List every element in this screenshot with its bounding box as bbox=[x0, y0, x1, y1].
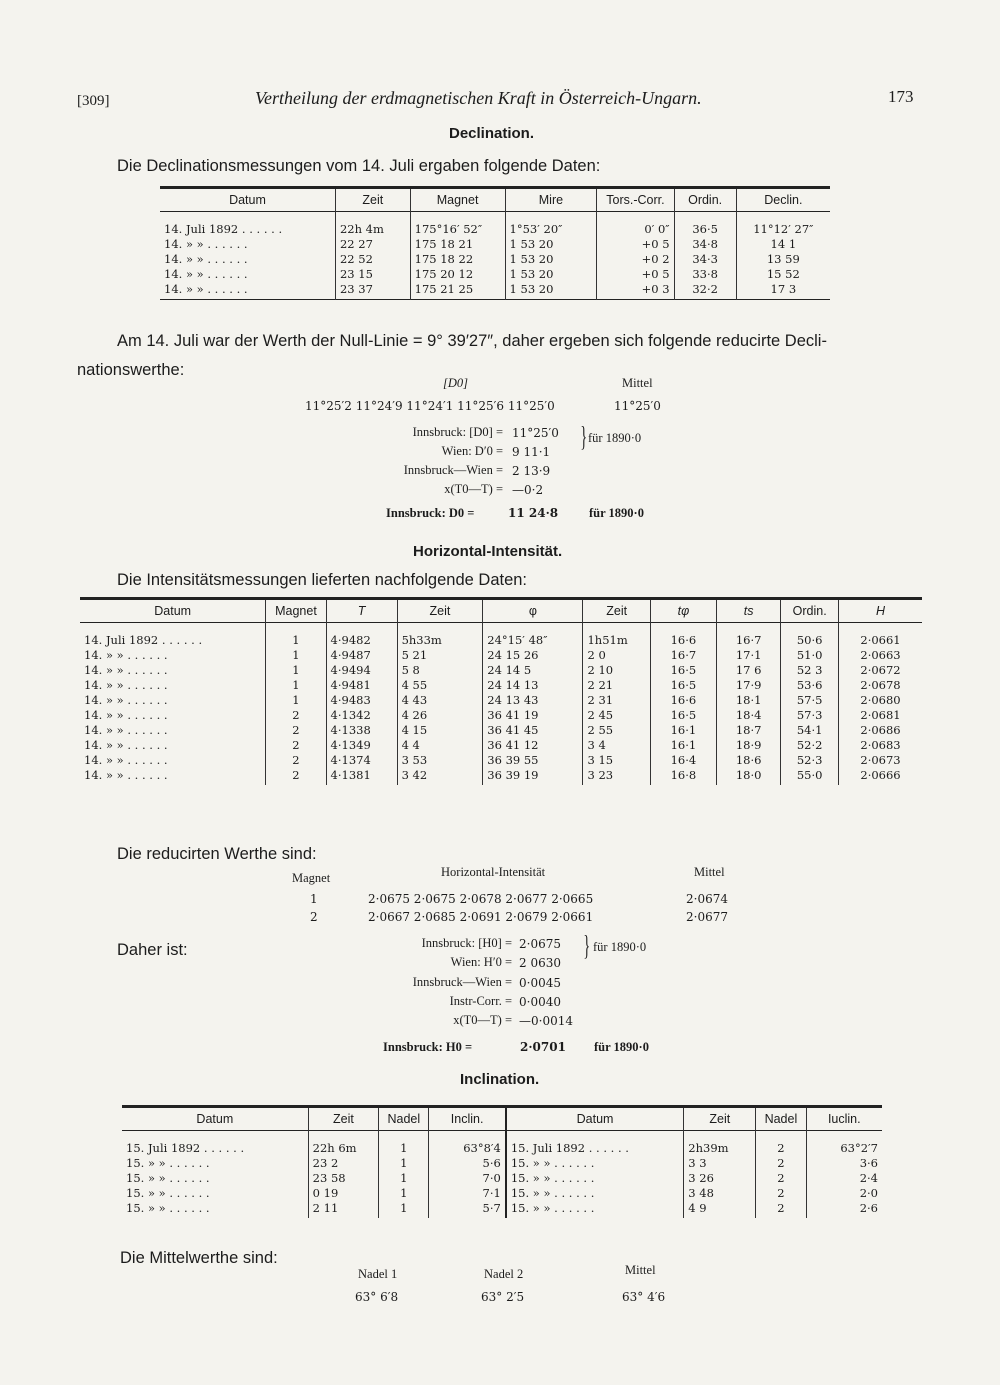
table-cell: 36 39 55 bbox=[483, 753, 583, 768]
table-cell: 2·0666 bbox=[860, 768, 901, 782]
table-cell: 7·1 bbox=[429, 1186, 506, 1201]
table-cell: 16·7 bbox=[717, 623, 781, 649]
declination-table bbox=[160, 186, 830, 300]
table-cell: 2 bbox=[756, 1131, 806, 1157]
table-cell: 4·1381 bbox=[326, 768, 397, 785]
table-cell: 2 bbox=[266, 723, 326, 738]
column-header: Magnet bbox=[266, 599, 326, 623]
mittel-label: Nadel 1 bbox=[358, 1267, 398, 1281]
column-header: Tors.-Corr. bbox=[597, 188, 674, 212]
table-cell: 2 bbox=[756, 1171, 806, 1186]
table-cell: 36 41 12 bbox=[483, 738, 583, 753]
mittel-intro: Die Mittelwerthe sind: bbox=[120, 1249, 278, 1267]
table-cell: 4·1342 bbox=[326, 708, 397, 723]
table-cell: 16·5 bbox=[650, 708, 716, 723]
table-cell: +0 5 bbox=[597, 237, 674, 252]
table-cell: 51·0 bbox=[781, 648, 839, 663]
calc-label: Instr-Corr. = bbox=[449, 994, 512, 1008]
table-cell: 5·7 bbox=[429, 1201, 506, 1218]
table-cell: 36·5 bbox=[674, 212, 736, 238]
table-row bbox=[80, 708, 922, 723]
table-cell: 57·3 bbox=[781, 708, 839, 723]
table-cell: 15. Juli 1892 . . . . . . bbox=[506, 1131, 684, 1157]
table-row bbox=[160, 212, 830, 238]
table-cell: 24 15 26 bbox=[483, 648, 583, 663]
table-cell: 2 55 bbox=[583, 723, 650, 738]
table-row bbox=[80, 723, 922, 738]
table-cell: 15. » » . . . . . . bbox=[506, 1201, 684, 1218]
table-cell: 36 41 19 bbox=[483, 708, 583, 723]
table-cell: 33·8 bbox=[674, 267, 736, 282]
table-cell: 14. » » . . . . . . bbox=[80, 708, 266, 723]
table-cell: 16·8 bbox=[650, 768, 716, 785]
calc-label: x(T0—T) = bbox=[453, 1013, 512, 1027]
table-cell: 3 53 bbox=[397, 753, 483, 768]
calc-label: Wien: D′0 = bbox=[441, 444, 503, 458]
table-cell: 36 41 45 bbox=[483, 723, 583, 738]
inclination-table bbox=[122, 1105, 882, 1218]
calc-value: 2 0630 bbox=[519, 956, 561, 970]
table-cell: 16·5 bbox=[650, 678, 716, 693]
column-header: Zeit bbox=[335, 188, 410, 212]
table-cell: 1 53 20 bbox=[505, 252, 597, 267]
d0-label: [D0] bbox=[443, 376, 469, 390]
table-cell: 23 37 bbox=[335, 282, 410, 300]
table-cell: 15. » » . . . . . . bbox=[506, 1156, 684, 1171]
table-cell: 15. » » . . . . . . bbox=[122, 1201, 308, 1218]
table-cell: 57·5 bbox=[781, 693, 839, 708]
table-cell: 11°12′ 27″ bbox=[753, 222, 814, 236]
column-header: Datum bbox=[506, 1107, 684, 1131]
calc-value: 0·0040 bbox=[519, 995, 561, 1009]
table-cell: 15. » » . . . . . . bbox=[506, 1171, 684, 1186]
table-row bbox=[80, 623, 922, 649]
table-cell: 17·1 bbox=[717, 648, 781, 663]
table-cell: 5 21 bbox=[397, 648, 483, 663]
table-cell: 2 bbox=[266, 738, 326, 753]
table-cell: 4·9482 bbox=[326, 623, 397, 649]
hor-brace: } bbox=[583, 931, 591, 962]
calc-value: —0·0014 bbox=[519, 1014, 573, 1028]
table-cell: 14. » » . . . . . . bbox=[80, 738, 266, 753]
table-cell: 175 18 22 bbox=[410, 252, 505, 267]
decl-result-value: 11 24·8 bbox=[508, 506, 559, 520]
calc-label: Wien: H′0 = bbox=[450, 955, 512, 969]
table-cell: 3 15 bbox=[583, 753, 650, 768]
table-cell: 2 bbox=[266, 768, 326, 785]
hor-result-value: 2·0701 bbox=[520, 1040, 566, 1054]
d0-mittel: 11°25′0 bbox=[614, 399, 661, 413]
table-cell: 3 42 bbox=[397, 768, 483, 785]
table-cell: 16·5 bbox=[650, 663, 716, 678]
table-row bbox=[122, 1131, 882, 1157]
column-header: Ordin. bbox=[674, 188, 736, 212]
table-cell: 2 0 bbox=[583, 648, 650, 663]
table-cell: 1 bbox=[379, 1156, 429, 1171]
table-cell: 4 55 bbox=[397, 678, 483, 693]
column-header: tφ bbox=[650, 599, 716, 623]
table-row bbox=[122, 1156, 882, 1171]
reduced-row-values: 2·0675 2·0675 2·0678 2·0677 2·0665 bbox=[368, 892, 594, 906]
table-cell: 4·9487 bbox=[326, 648, 397, 663]
calc-value: 11°25′0 bbox=[512, 426, 559, 440]
table-row bbox=[80, 768, 922, 785]
column-header: φ bbox=[483, 599, 583, 623]
table-cell: 18·4 bbox=[717, 708, 781, 723]
table-cell: 15. Juli 1892 . . . . . . bbox=[122, 1131, 308, 1157]
column-header: Magnet bbox=[410, 188, 505, 212]
table-cell: 1 bbox=[266, 663, 326, 678]
table-cell: 14. Juli 1892 . . . . . . bbox=[80, 623, 266, 649]
table-cell: 1 bbox=[379, 1171, 429, 1186]
table-cell: 2·0680 bbox=[860, 693, 901, 707]
daher-ist: Daher ist: bbox=[117, 941, 188, 959]
table-cell: 18·0 bbox=[717, 768, 781, 785]
decl-brace: } bbox=[580, 422, 588, 453]
calc-value: 9 11·1 bbox=[512, 445, 551, 459]
mittel-value: 63° 2′5 bbox=[481, 1290, 525, 1304]
table-cell: 3 23 bbox=[583, 768, 650, 785]
calc-label: Innsbruck: [H0] = bbox=[421, 936, 512, 950]
table-cell: +0 2 bbox=[597, 252, 674, 267]
decl-fuer-year: für 1890·0 bbox=[588, 431, 642, 445]
mittel-label: Mittel bbox=[625, 1263, 656, 1277]
mittel-label: Nadel 2 bbox=[484, 1267, 524, 1281]
table-cell: 14 1 bbox=[770, 237, 797, 251]
table-cell: 2·0663 bbox=[860, 648, 901, 662]
table-cell: 1 53 20 bbox=[505, 267, 597, 282]
mittel-value: 63° 6′8 bbox=[355, 1290, 399, 1304]
mittel-value: 63° 4′6 bbox=[622, 1290, 666, 1304]
decl-result-label: Innsbruck: D0 = bbox=[386, 506, 475, 520]
table-cell: 4 9 bbox=[684, 1201, 756, 1218]
table-cell: 63°2′7 bbox=[840, 1141, 878, 1155]
table-cell: +0 3 bbox=[597, 282, 674, 300]
null-line-text-2: nationswerthe: bbox=[77, 361, 185, 379]
table-cell: 1°53′ 20″ bbox=[505, 212, 597, 238]
table-cell: 52·2 bbox=[781, 738, 839, 753]
table-cell: 24°15′ 48″ bbox=[483, 623, 583, 649]
table-cell: 4·9481 bbox=[326, 678, 397, 693]
d0-mittel-label: Mittel bbox=[622, 376, 653, 390]
table-cell: 1 bbox=[379, 1201, 429, 1218]
table-cell: 14. » » . . . . . . bbox=[80, 663, 266, 678]
table-cell: 2·0683 bbox=[860, 738, 901, 752]
column-header: Declin. bbox=[764, 193, 803, 207]
table-cell: 2 11 bbox=[308, 1201, 379, 1218]
table-cell: 4 26 bbox=[397, 708, 483, 723]
table-cell: 4 43 bbox=[397, 693, 483, 708]
table-row bbox=[80, 678, 922, 693]
table-cell: 2·0672 bbox=[860, 663, 901, 677]
table-cell: 36 39 19 bbox=[483, 768, 583, 785]
table-cell: 17 6 bbox=[717, 663, 781, 678]
inclination-title: Inclination. bbox=[460, 1071, 540, 1088]
table-cell: 1 53 20 bbox=[505, 282, 597, 300]
table-cell: 14. » » . . . . . . bbox=[80, 678, 266, 693]
table-cell: 14. » » . . . . . . bbox=[80, 723, 266, 738]
table-cell: 1 bbox=[379, 1186, 429, 1201]
table-cell: 63°8′4 bbox=[429, 1131, 506, 1157]
table-cell: 4·1349 bbox=[326, 738, 397, 753]
table-cell: 1 bbox=[266, 693, 326, 708]
table-cell: 18·6 bbox=[717, 753, 781, 768]
table-row bbox=[80, 663, 922, 678]
table-cell: 175 20 12 bbox=[410, 267, 505, 282]
table-cell: 22h 6m bbox=[308, 1131, 379, 1157]
table-cell: 2·6 bbox=[859, 1201, 878, 1215]
table-cell: 5·6 bbox=[429, 1156, 506, 1171]
calc-label: Innsbruck: [D0] = bbox=[412, 425, 503, 439]
calc-value: 0·0045 bbox=[519, 976, 561, 990]
table-cell: 2 21 bbox=[583, 678, 650, 693]
table-cell: 52 3 bbox=[781, 663, 839, 678]
table-cell: 2 bbox=[756, 1156, 806, 1171]
table-cell: 2 bbox=[266, 753, 326, 768]
table-cell: 2 bbox=[266, 708, 326, 723]
table-row bbox=[122, 1171, 882, 1186]
table-cell: 23 58 bbox=[308, 1171, 379, 1186]
table-cell: 14. » » . . . . . . bbox=[160, 267, 335, 282]
reduced-magnet-label: Magnet bbox=[292, 871, 331, 885]
table-cell: 32·2 bbox=[674, 282, 736, 300]
table-cell: 52·3 bbox=[781, 753, 839, 768]
column-header: T bbox=[326, 599, 397, 623]
table-cell: 18·1 bbox=[717, 693, 781, 708]
column-header: H bbox=[875, 604, 886, 618]
table-cell: 17 3 bbox=[770, 282, 797, 296]
table-cell: 175°16′ 52″ bbox=[410, 212, 505, 238]
table-cell: 14. » » . . . . . . bbox=[80, 753, 266, 768]
calc-label: Innsbruck—Wien = bbox=[403, 463, 503, 477]
column-header: ts bbox=[717, 599, 781, 623]
column-header: Zeit bbox=[684, 1107, 756, 1131]
table-cell: 2 10 bbox=[583, 663, 650, 678]
hor-result-label: Innsbruck: H0 = bbox=[383, 1040, 473, 1054]
table-cell: 14. » » . . . . . . bbox=[160, 282, 335, 300]
column-header: Datum bbox=[122, 1107, 308, 1131]
table-cell: 2·0673 bbox=[860, 753, 901, 767]
table-row bbox=[160, 237, 830, 252]
table-cell: 2 bbox=[756, 1201, 806, 1218]
table-cell: 3·6 bbox=[859, 1156, 878, 1170]
column-header: Iuclin. bbox=[827, 1112, 861, 1126]
table-cell: 15. » » . . . . . . bbox=[122, 1171, 308, 1186]
column-header: Zeit bbox=[308, 1107, 379, 1131]
table-cell: 2·0661 bbox=[860, 633, 901, 647]
table-cell: 2·0678 bbox=[860, 678, 901, 692]
page-ref: [309] bbox=[77, 93, 110, 109]
table-cell: 175 18 21 bbox=[410, 237, 505, 252]
table-cell: 2·0 bbox=[859, 1186, 878, 1200]
table-cell: 2 bbox=[756, 1186, 806, 1201]
table-row bbox=[122, 1186, 882, 1201]
table-cell: 16·6 bbox=[650, 623, 716, 649]
column-header: Zeit bbox=[583, 599, 650, 623]
table-cell: 2 45 bbox=[583, 708, 650, 723]
table-cell: 34·3 bbox=[674, 252, 736, 267]
table-cell: 2·0686 bbox=[860, 723, 901, 737]
table-cell: 4·9483 bbox=[326, 693, 397, 708]
null-line-text-1: Am 14. Juli war der Werth der Null-Linie = 9° 39′27″, daher ergeben sich folgende reducirte Decli- bbox=[117, 332, 827, 350]
table-cell: 1 bbox=[266, 623, 326, 649]
reduced-hi-label: Horizontal-Intensität bbox=[441, 865, 546, 879]
table-cell: 0′ 0″ bbox=[597, 212, 674, 238]
table-cell: 54·1 bbox=[781, 723, 839, 738]
horizontal-table bbox=[80, 597, 922, 785]
table-cell: 3 26 bbox=[684, 1171, 756, 1186]
table-cell: 5h33m bbox=[397, 623, 483, 649]
table-cell: 53·6 bbox=[781, 678, 839, 693]
hor-result-year: für 1890·0 bbox=[594, 1040, 649, 1054]
reduced-magnet: 2 bbox=[310, 910, 318, 924]
table-cell: 175 21 25 bbox=[410, 282, 505, 300]
table-row bbox=[160, 267, 830, 282]
reduced-row-values: 2·0667 2·0685 2·0691 2·0679 2·0661 bbox=[368, 910, 594, 924]
table-cell: 16·4 bbox=[650, 753, 716, 768]
table-cell: 22 27 bbox=[335, 237, 410, 252]
table-cell: 4·9494 bbox=[326, 663, 397, 678]
table-cell: 14. » » . . . . . . bbox=[160, 252, 335, 267]
running-title: Vertheilung der erdmagnetischen Kraft in Österreich-Ungarn. bbox=[255, 88, 702, 108]
reduced-mittel: 2·0677 bbox=[686, 910, 728, 924]
column-header: Mire bbox=[505, 188, 597, 212]
table-cell: 15 52 bbox=[766, 267, 800, 281]
table-cell: 24 14 5 bbox=[483, 663, 583, 678]
table-cell: 16·7 bbox=[650, 648, 716, 663]
table-cell: 22 52 bbox=[335, 252, 410, 267]
table-cell: 1 bbox=[266, 648, 326, 663]
table-cell: 13 59 bbox=[766, 252, 800, 266]
table-cell: 17·9 bbox=[717, 678, 781, 693]
table-cell: 4 4 bbox=[397, 738, 483, 753]
horizontal-title: Horizontal-Intensität. bbox=[413, 543, 563, 560]
calc-label: Innsbruck—Wien = bbox=[412, 975, 512, 989]
table-cell: 22h 4m bbox=[335, 212, 410, 238]
column-header: Zeit bbox=[397, 599, 483, 623]
table-row bbox=[122, 1201, 882, 1218]
calc-value: 2·0675 bbox=[519, 937, 561, 951]
table-cell: 5 8 bbox=[397, 663, 483, 678]
hor-fuer-year: für 1890·0 bbox=[593, 940, 647, 954]
table-cell: 1 bbox=[266, 678, 326, 693]
d0-values: 11°25′2 11°24′9 11°24′1 11°25′6 11°25′0 bbox=[305, 399, 555, 413]
table-cell: 50·6 bbox=[781, 623, 839, 649]
table-cell: 7·0 bbox=[429, 1171, 506, 1186]
table-cell: 3 4 bbox=[583, 738, 650, 753]
table-cell: 55·0 bbox=[781, 768, 839, 785]
table-cell: 23 15 bbox=[335, 267, 410, 282]
table-cell: 0 19 bbox=[308, 1186, 379, 1201]
table-cell: 24 13 43 bbox=[483, 693, 583, 708]
reduced-mittel-label: Mittel bbox=[694, 865, 725, 879]
column-header: Inclin. bbox=[429, 1107, 506, 1131]
declination-title: Declination. bbox=[449, 125, 535, 142]
calc-value: —0·2 bbox=[512, 483, 544, 497]
table-row bbox=[80, 753, 922, 768]
calc-label: x(T0—T) = bbox=[444, 482, 503, 496]
table-cell: 14. Juli 1892 . . . . . . bbox=[160, 212, 335, 238]
table-cell: 14. » » . . . . . . bbox=[80, 693, 266, 708]
table-cell: 3 48 bbox=[684, 1186, 756, 1201]
reduced-mittel: 2·0674 bbox=[686, 892, 728, 906]
page-number: 173 bbox=[888, 87, 914, 106]
calc-value: 2 13·9 bbox=[512, 464, 551, 478]
table-cell: +0 5 bbox=[597, 267, 674, 282]
table-cell: 24 14 13 bbox=[483, 678, 583, 693]
table-row bbox=[160, 282, 830, 300]
reduced-magnet: 1 bbox=[310, 892, 318, 906]
table-cell: 15. » » . . . . . . bbox=[122, 1186, 308, 1201]
table-row bbox=[80, 738, 922, 753]
table-row bbox=[80, 648, 922, 663]
table-cell: 14. » » . . . . . . bbox=[80, 768, 266, 785]
column-header: Nadel bbox=[379, 1107, 429, 1131]
table-cell: 1 bbox=[379, 1131, 429, 1157]
table-cell: 14. » » . . . . . . bbox=[160, 237, 335, 252]
table-row bbox=[160, 252, 830, 267]
table-row bbox=[80, 693, 922, 708]
column-header: Ordin. bbox=[781, 599, 839, 623]
table-cell: 23 2 bbox=[308, 1156, 379, 1171]
table-cell: 15. » » . . . . . . bbox=[122, 1156, 308, 1171]
table-cell: 1h51m bbox=[583, 623, 650, 649]
table-cell: 4 15 bbox=[397, 723, 483, 738]
column-header: Nadel bbox=[756, 1107, 806, 1131]
reduced-intro: Die reducirten Werthe sind: bbox=[117, 845, 317, 863]
table-cell: 1 53 20 bbox=[505, 237, 597, 252]
table-cell: 2·0681 bbox=[860, 708, 901, 722]
table-cell: 15. » » . . . . . . bbox=[506, 1186, 684, 1201]
table-cell: 2h39m bbox=[684, 1131, 756, 1157]
table-cell: 2·4 bbox=[859, 1171, 878, 1185]
decl-result-year: für 1890·0 bbox=[589, 506, 644, 520]
table-cell: 18·9 bbox=[717, 738, 781, 753]
column-header: Datum bbox=[160, 188, 335, 212]
table-cell: 18·7 bbox=[717, 723, 781, 738]
table-cell: 4·1374 bbox=[326, 753, 397, 768]
table-cell: 16·6 bbox=[650, 693, 716, 708]
table-cell: 4·1338 bbox=[326, 723, 397, 738]
table-cell: 14. » » . . . . . . bbox=[80, 648, 266, 663]
declination-intro: Die Declinationsmessungen vom 14. Juli ergaben folgende Daten: bbox=[117, 157, 601, 175]
column-header: Datum bbox=[80, 599, 266, 623]
table-cell: 16·1 bbox=[650, 738, 716, 753]
table-cell: 34·8 bbox=[674, 237, 736, 252]
table-cell: 16·1 bbox=[650, 723, 716, 738]
table-cell: 3 3 bbox=[684, 1156, 756, 1171]
table-cell: 2 31 bbox=[583, 693, 650, 708]
horizontal-intro: Die Intensitätsmessungen lieferten nachfolgende Daten: bbox=[117, 571, 528, 589]
